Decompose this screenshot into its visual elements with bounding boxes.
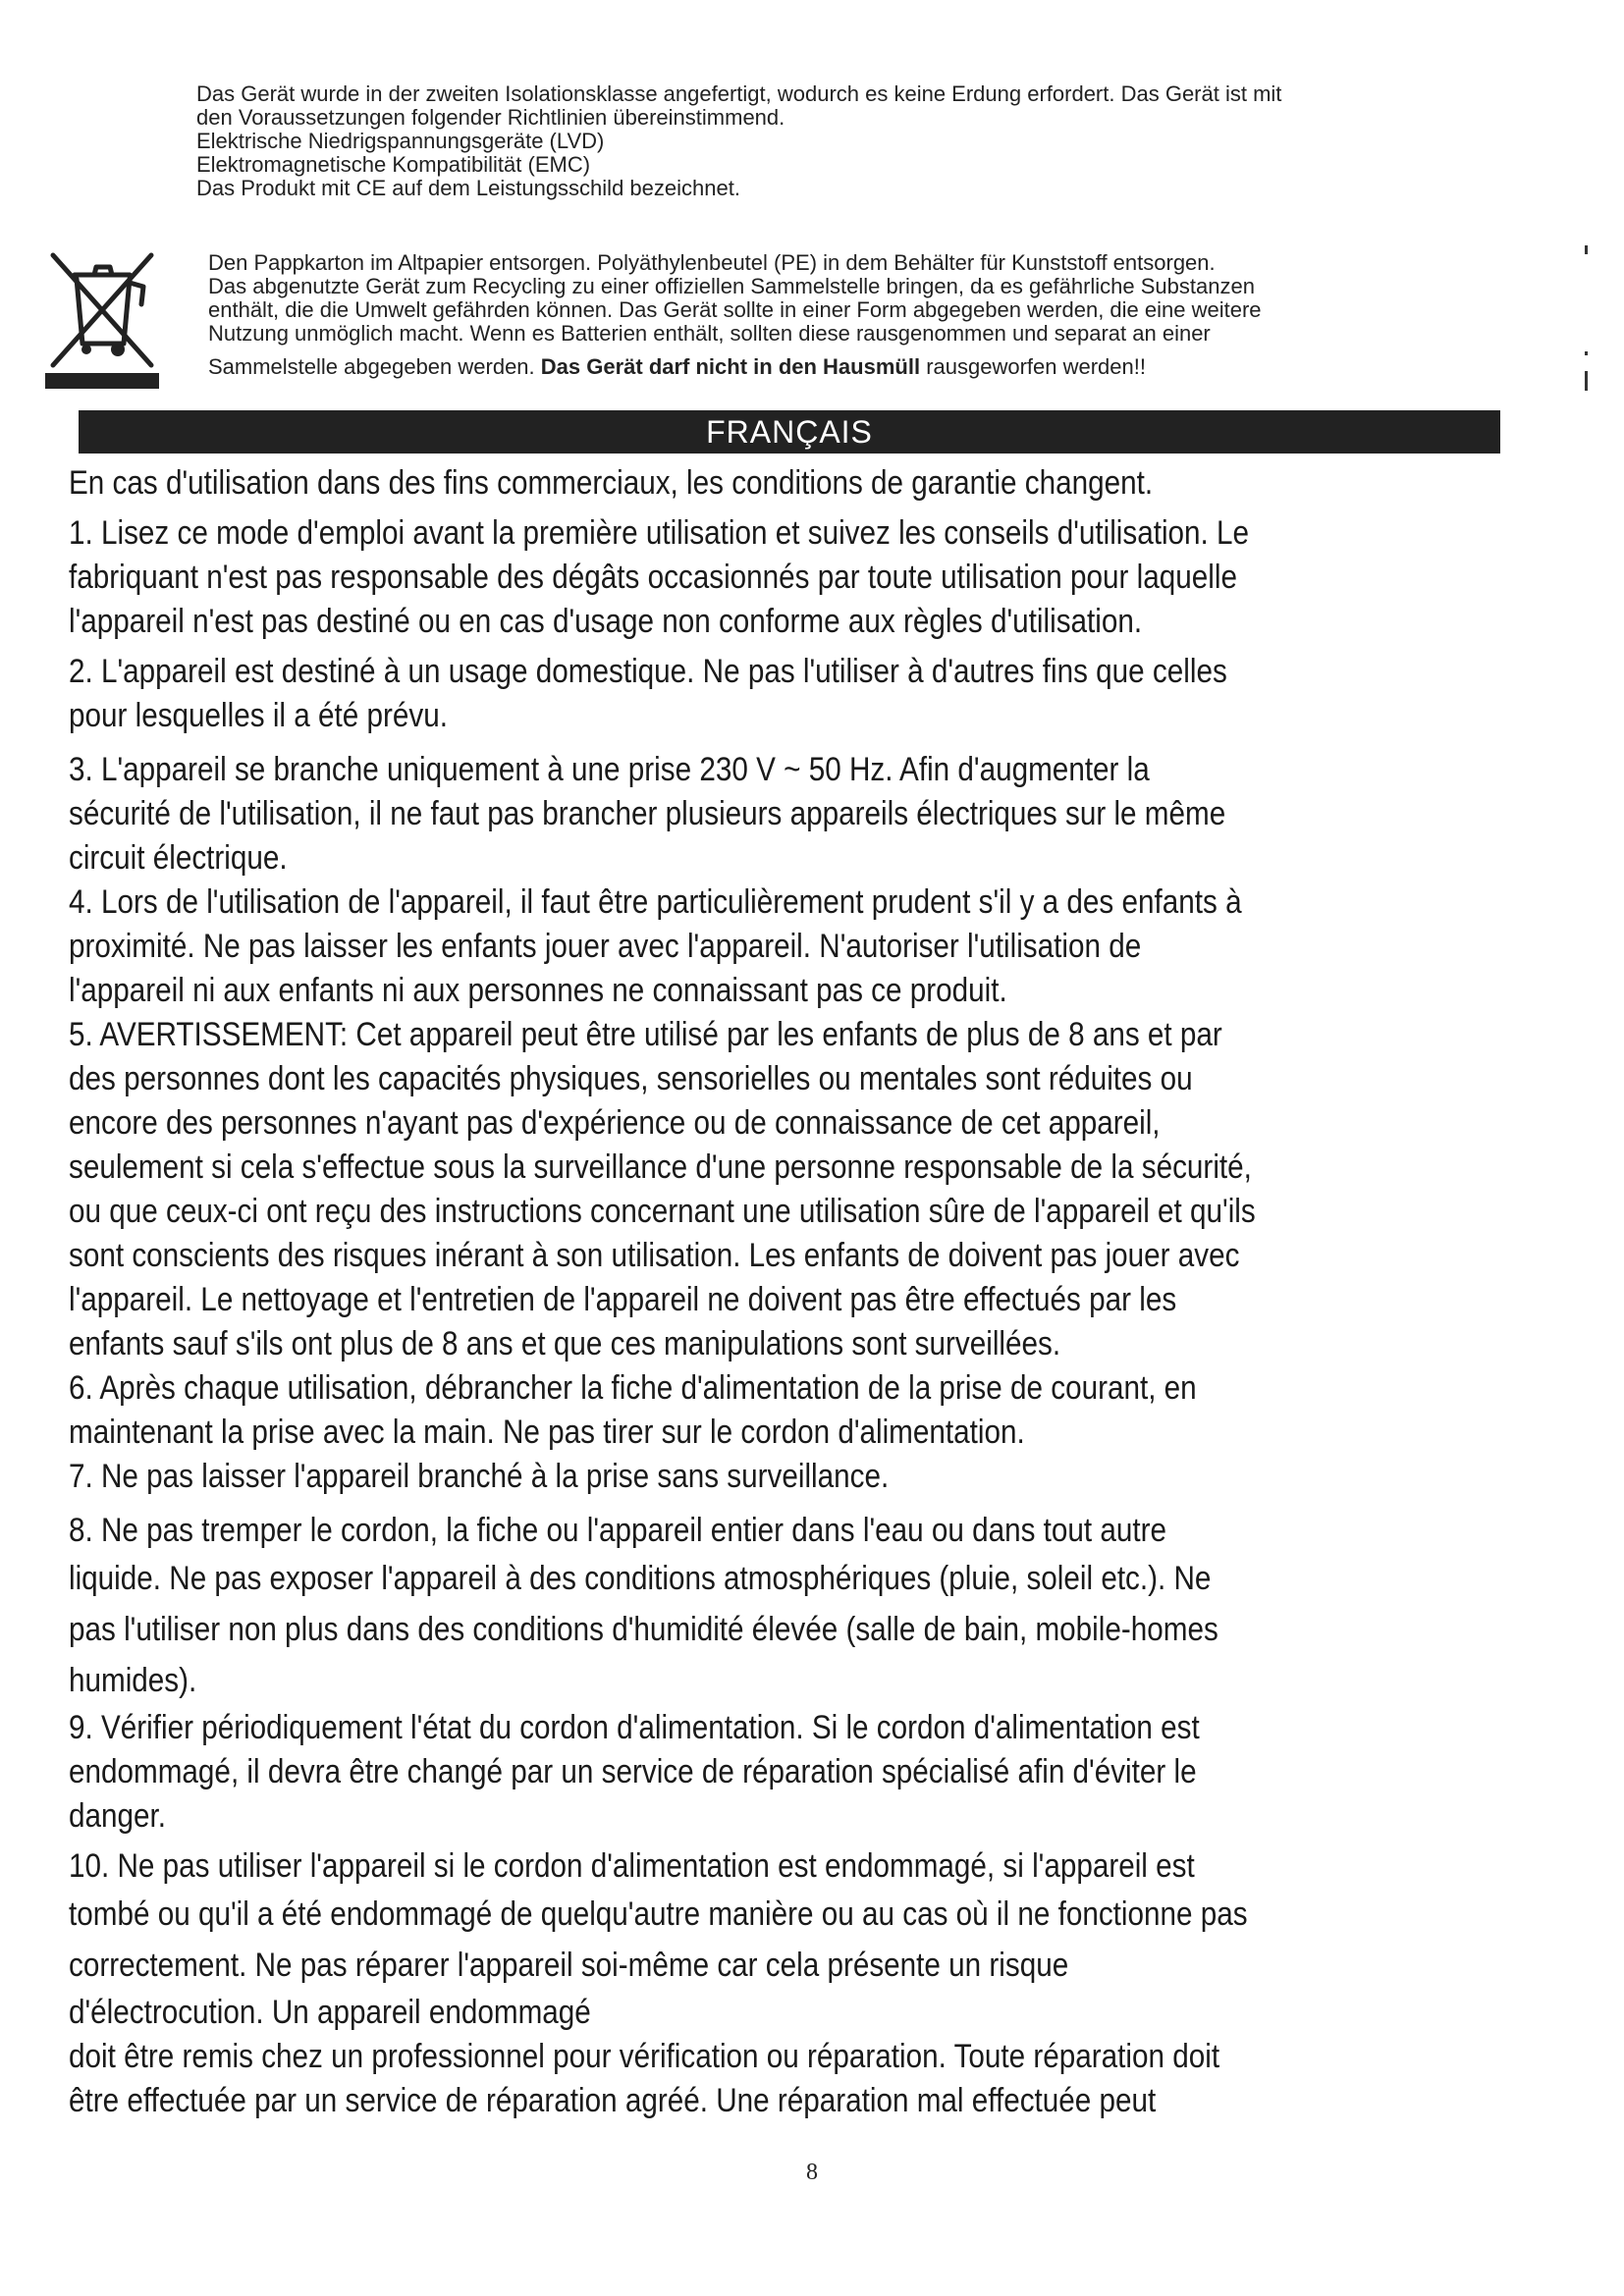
text-line: seulement si cela s'effectue sous la surveillance d'une personne responsable de la sécurité, [69, 1148, 1252, 1186]
text-line: l'appareil. Le nettoyage et l'entretien de l'appareil ne doivent pas être effectués par les [69, 1281, 1177, 1318]
text-line: 4. Lors de l'utilisation de l'appareil, il faut être particulièrement prudent s'il y a des enfants à [69, 883, 1242, 921]
text-segment: Sammelstelle abgegeben werden. [208, 354, 541, 379]
bold-warning: Das Gerät darf nicht in den Hausmüll [540, 354, 921, 379]
german-compliance-text [196, 82, 1512, 200]
text-line: ou que ceux-ci ont reçu des instructions concernant une utilisation sûre de l'appareil et qu'ils [69, 1193, 1256, 1230]
german-disposal-text [208, 251, 1504, 379]
text-line: d'électrocution. Un appareil endommagé [69, 1994, 591, 2031]
scan-mark [1585, 351, 1588, 355]
text-line: liquide. Ne pas exposer l'appareil à des conditions atmosphériques (pluie, soleil etc.). Ne [69, 1560, 1212, 1597]
text-line: correctement. Ne pas réparer l'appareil soi-même car cela présente un risque [69, 1947, 1069, 1984]
text-line: Das Produkt mit CE auf dem Leistungsschild bezeichnet. [196, 176, 740, 200]
text-line: 10. Ne pas utiliser l'appareil si le cordon d'alimentation est endommagé, si l'appareil est [69, 1847, 1195, 1885]
text-line: En cas d'utilisation dans des fins commerciaux, les conditions de garantie changent. [69, 464, 1154, 502]
text-line: 9. Vérifier périodiquement l'état du cordon d'alimentation. Si le cordon d'alimentation est [69, 1709, 1200, 1746]
text-line: enthält, die die Umwelt gefährden können. Das Gerät sollte in einer Form abgegeben werden, die eine weitere [208, 297, 1262, 322]
scan-mark [1585, 371, 1588, 391]
text-line: enfants sauf s'ils ont plus de 8 ans et que ces manipulations sont surveillées. [69, 1325, 1061, 1362]
text-line: pas l'utiliser non plus dans des conditions d'humidité élevée (salle de bain, mobile-homes [69, 1611, 1218, 1648]
text-line: 8. Ne pas tremper le cordon, la fiche ou l'appareil entier dans l'eau ou dans tout autre [69, 1512, 1167, 1549]
text-line: tombé ou qu'il a été endommagé de quelqu'autre manière ou au cas où il ne fonctionne pas [69, 1896, 1248, 1933]
text-line: l'appareil n'est pas destiné ou en cas d'usage non conforme aux règles d'utilisation. [69, 603, 1143, 640]
text-line [208, 355, 1504, 379]
page-number: 8 [806, 2160, 818, 2185]
text-line: Elektromagnetische Kompatibilität (EMC) [196, 152, 591, 177]
text-line: des personnes dont les capacités physiques, sensorielles ou mentales sont réduites ou [69, 1060, 1193, 1097]
text-line: 3. L'appareil se branche uniquement à une prise 230 V ~ 50 Hz. Afin d'augmenter la [69, 751, 1150, 788]
text-line: être effectuée par un service de réparation agréé. Une réparation mal effectuée peut [69, 2082, 1157, 2119]
text-line: fabriquant n'est pas responsable des dégâts occasionnés par toute utilisation pour laquelle [69, 559, 1237, 596]
text-line: Elektrische Niedrigspannungsgeräte (LVD) [196, 129, 605, 153]
text-line: humides). [69, 1662, 197, 1699]
text-line: maintenant la prise avec la main. Ne pas tirer sur le cordon d'alimentation. [69, 1414, 1025, 1451]
text-line: 1. Lisez ce mode d'emploi avant la première utilisation et suivez les conseils d'utilisation. Le [69, 514, 1250, 552]
text-line: circuit électrique. [69, 839, 288, 877]
text-line: Das abgenutzte Gerät zum Recycling zu einer offiziellen Sammelstelle bringen, da es gefährliche Substanzen [208, 274, 1255, 298]
text-line: endommagé, il devra être changé par un service de réparation spécialisé afin d'éviter le [69, 1753, 1197, 1790]
text-line: Nutzung unmöglich macht. Wenn es Batterien enthält, sollten diese rausgenommen und separat an einer [208, 321, 1211, 346]
text-line: 2. L'appareil est destiné à un usage domestique. Ne pas l'utiliser à d'autres fins que celles [69, 653, 1227, 690]
text-line: Das Gerät wurde in der zweiten Isolationsklasse angefertigt, wodurch es keine Erdung erfordert. Das Gerät ist mit [196, 81, 1282, 106]
text-line: sont conscients des risques inérant à son utilisation. Les enfants de doivent pas jouer avec [69, 1237, 1240, 1274]
text-line: encore des personnes n'ayant pas d'expérience ou de connaissance de cet appareil, [69, 1104, 1161, 1142]
crossed-out-wheelie-bin-icon [39, 236, 165, 393]
french-instructions [69, 461, 1352, 2123]
text-line: 5. AVERTISSEMENT: Cet appareil peut être utilisé par les enfants de plus de 8 ans et par [69, 1016, 1222, 1053]
text-line: danger. [69, 1797, 166, 1835]
text-line: doit être remis chez un professionnel pour vérification ou réparation. Toute réparation doit [69, 2038, 1220, 2075]
text-line: 6. Après chaque utilisation, débrancher la fiche d'alimentation de la prise de courant, en [69, 1369, 1197, 1407]
text-segment: rausgeworfen werden!! [920, 354, 1146, 379]
text-line: pour lesquelles il a été prévu. [69, 697, 448, 734]
text-line: l'appareil ni aux enfants ni aux personnes ne connaissant pas ce produit. [69, 972, 1007, 1009]
text-line: sécurité de l'utilisation, il ne faut pas brancher plusieurs appareils électriques sur le même [69, 795, 1226, 832]
language-section-header: FRANÇAIS [79, 410, 1500, 454]
text-line: den Voraussetzungen folgender Richtlinien übereinstimmend. [196, 105, 785, 130]
text-line: Den Pappkarton im Altpapier entsorgen. Polyäthylenbeutel (PE) in dem Behälter für Kunststoff entsorgen. [208, 250, 1216, 275]
text-line: 7. Ne pas laisser l'appareil branché à la prise sans surveillance. [69, 1458, 890, 1495]
text-line: proximité. Ne pas laisser les enfants jouer avec l'appareil. N'autoriser l'utilisation de [69, 928, 1142, 965]
scan-mark [1585, 245, 1588, 254]
